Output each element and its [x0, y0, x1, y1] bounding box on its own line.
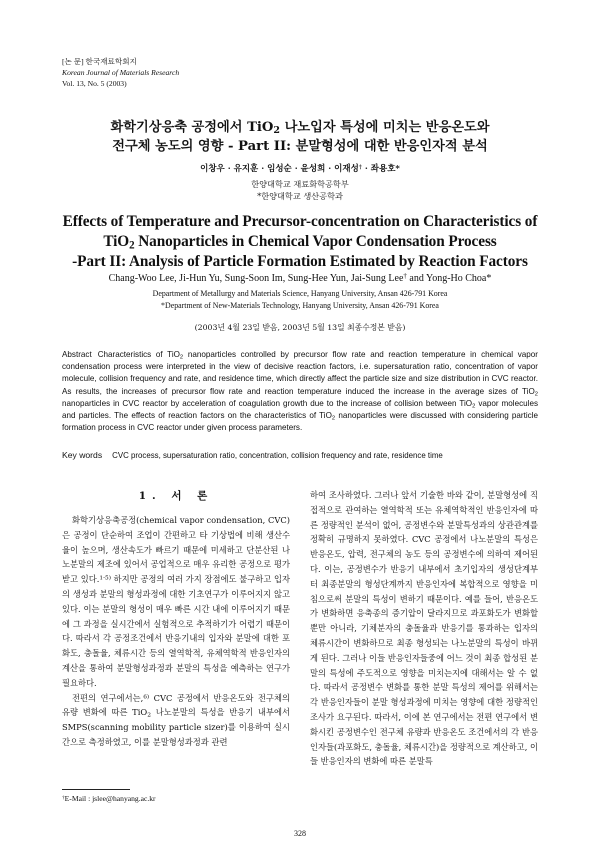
- citation-ref: 6): [143, 694, 150, 701]
- english-title: [22, 212, 578, 272]
- korean-authors-main: 이창우 · 유지훈 · 임성순 · 윤성희 · 이재성: [200, 164, 359, 174]
- korean-authors: [40, 163, 560, 175]
- abstract-text: Characteristics of TiO: [97, 350, 180, 359]
- footnote-email: E-Mail : jslee@hanyang.ac.kr: [64, 794, 156, 803]
- introduction-right-column: 하여 조사하였다. 그러나 앞서 기술한 바와 같이, 분말형성에 직접적으로 관여하는 열역학적 또는 유체역학적인 반응인자에 따른 정량적인 분석이 없어, 공정변수와 분말특성과의 상관관계를 정확히 규명하지 못하였다. CVC 공정에서 나노분말의 특성은 반응온도, 압력, 전구체의 농도 등의 공정변수에 의하여 제어된다. 이는, 공정변수가 반응기 내부에서 초기입자의 생성단계부터 최종분말의 형성단계까지 반응인자에 복합적으로 영향을 미침으로써 분말의 특성이 변하기 때문이다. 예를 들어, 반응온도가 변화하면 응축종의 증기압이 달라지므로 과포화도가 변화할 뿐만 아니라, 기체분자의 충돌율과 반응기를 통과하는 입자의 체류시간이 변화하므로 최종 형성되는 나노분말의 특성이 바뀌게 된다. 그러나 이들 반응인자들중에 어느 것이 최종 합성된 분말의 특성에 주도적으로 영향을 미치는지에 대해서는 알 수 없다. 따라서 공정변수 변화를 통한 분말 특성의 제어를 위해서는 각 반응인자들이 분말 형성과정에 미치는 영향에 대한 정량적인 조사가 요구된다. 따라서, 이에 본 연구에서는 전편 연구에서 변화시킨 공정변수인 전구체 유량과 반응온도 조건에서의 각 반응인자들(과포화도, 충돌율, 체류시간)을 정량적으로 계산하고, 이들 반응인자의 변화에 따른 분말특: [310, 490, 538, 767]
- paragraph-text: 화학기상응축공정(chemical vapor condensation, CVC)은 공정이 단순하여 조업이 간편하고 타 기상법에 비해 생산수율이 높으며, 생산속도가 빠르기 때문에 미세하고 단분산된 나노분말의 제조에 있어서 공업적으로 매우 유리한 공정으로 평가받고 있다.: [62, 515, 290, 585]
- korean-affiliation: *한양대학교 생산공학과: [257, 190, 343, 201]
- korean-title-line1: 화학기상응축 공정에서 TiO: [110, 120, 274, 135]
- introduction-left-column: [62, 513, 290, 750]
- korean-authors-last: · 좌용호*: [361, 164, 400, 174]
- abstract-text: nanoparticles controlled by precursor flow rate and reaction temperature in chemical vapor condensation process were interpreted in the view of decisive reaction factors, i.e. supersaturation ratio, concentration of vapor molecule, collision frequency and rate, and residence time, which directly affect the particle size and size distribution in CVC reactor. As results, the increases of precursor flow rate and reaction temperature induced the increase in the average sizes of TiO: [62, 350, 538, 396]
- english-title-line1: Effects of Temperature and Precursor-concentration on Characteristics of: [62, 213, 538, 230]
- english-title-line3: -Part II: Analysis of Particle Formation Estimated by Reaction Factors: [72, 253, 528, 270]
- keywords: [62, 450, 538, 461]
- abstract-label: Abstract: [62, 350, 92, 359]
- abstract-subscript: 2: [179, 354, 184, 361]
- english-affiliation: Department of Metallurgy and Materials Science, Hanyang University, Ansan 426-791 Korea: [152, 289, 448, 298]
- page-number: 328: [294, 829, 306, 838]
- footnote: [62, 794, 156, 804]
- keywords-label: Key words: [62, 450, 103, 460]
- english-title-line2: TiO: [103, 233, 130, 250]
- korean-title-line1-rest: 나노입자 특성에 미치는 반응온도와: [280, 120, 490, 135]
- paragraph-text: 전편의 연구에서는,: [72, 692, 144, 703]
- abstract: [62, 349, 538, 434]
- english-affiliations: [30, 288, 570, 311]
- abstract-subscript: 2: [534, 390, 538, 397]
- abstract-subscript: 2: [472, 403, 476, 410]
- received-dates: (2003년 4월 23일 받음, 2003년 5월 13일 최종수정본 받음): [194, 323, 406, 332]
- korean-affiliation: 한양대학교 재료화학공학부: [251, 179, 349, 189]
- paragraph-text: 나노분말의 특성을 반응기 내부에서 SMPS(scanning mobility particle sizer)를 이용하여 실시간으로 측정하였고, 이를 분말형성과정과 관련: [62, 707, 290, 747]
- journal-volume: Vol. 13, No. 5 (2003): [62, 79, 127, 88]
- journal-name-en: Korean Journal of Materials Research: [62, 68, 180, 77]
- paragraph: [62, 513, 290, 691]
- korean-authors-dagger: †: [358, 163, 362, 171]
- journal-category: [논 문] 한국재료학회지: [62, 57, 137, 66]
- paragraph-text: CVC 공정에서 반응온도와 전구체의 유량 변화에 따른 TiO: [62, 692, 290, 718]
- paragraph-text: 하지만 공정의 여러 가지 장점에도 불구하고 입자의 생성과 분말의 형성과정에 대한 기초연구가 이루어지지 않고 있다. 이는 분말의 형성이 매우 빠른 시간 내에 이루어지기 때문에 그 과정을 실시간에서 실험적으로 추적하기가 어렵기 때문이다. 따라서 각 공정조건에서 반응기내의 입자와 분말에 대한 포화도, 충돌율, 체류시간 등의 열역학적, 유체역학적 반응인자의 계산을 통하여 분말형성과정과 분말의 특성을 예측하는 연구가 필요하다.: [62, 574, 290, 688]
- footnote-mark: †: [62, 794, 65, 801]
- korean-title-line2: 전구체 농도의 영향 - Part II: 분말형성에 대한 반응인자적 분석: [112, 139, 488, 154]
- korean-title: [40, 118, 560, 156]
- abstract-text: nanoparticles in CVC reactor by acceleration of coagulation growth due to the increase of collision between TiO: [62, 398, 473, 408]
- section-heading-introduction: 1. 서 론: [138, 490, 214, 502]
- abstract-text: nanoparticles were discussed with considering particle formation process in CVC reactor under given process parameters.: [62, 411, 538, 433]
- english-authors-dagger: †: [403, 272, 407, 281]
- english-title-subscript: 2: [129, 239, 135, 252]
- korean-affiliations: [40, 179, 560, 202]
- journal-header: [62, 56, 179, 89]
- footnote-divider: [62, 789, 130, 790]
- abstract-subscript: 2: [331, 415, 336, 422]
- english-title-line2-rest: Nanoparticles in Chemical Vapor Condensation Process: [134, 233, 497, 250]
- english-authors: [30, 272, 570, 285]
- keywords-text: CVC process, supersaturation ratio, concentration, collision frequency and rate, residence time: [112, 451, 443, 460]
- abstract-text: vapor molecules and particles. The effects of reaction factors on the characteristics of TiO: [62, 398, 538, 421]
- korean-title-subscript: 2: [273, 125, 281, 137]
- paragraph-subscript: 2: [147, 711, 151, 719]
- paragraph: [62, 691, 290, 750]
- english-affiliation: *Department of New-Materials Technology, Hanyang University, Ansan 426-791 Korea: [161, 300, 439, 310]
- english-authors-last: and Yong-Ho Choa*: [406, 273, 492, 284]
- english-authors-main: Chang-Woo Lee, Ji-Hun Yu, Sung-Soon Im, Sung-Hee Yun, Jai-Sung Lee: [108, 273, 404, 284]
- citation-ref: 1-5): [99, 575, 111, 582]
